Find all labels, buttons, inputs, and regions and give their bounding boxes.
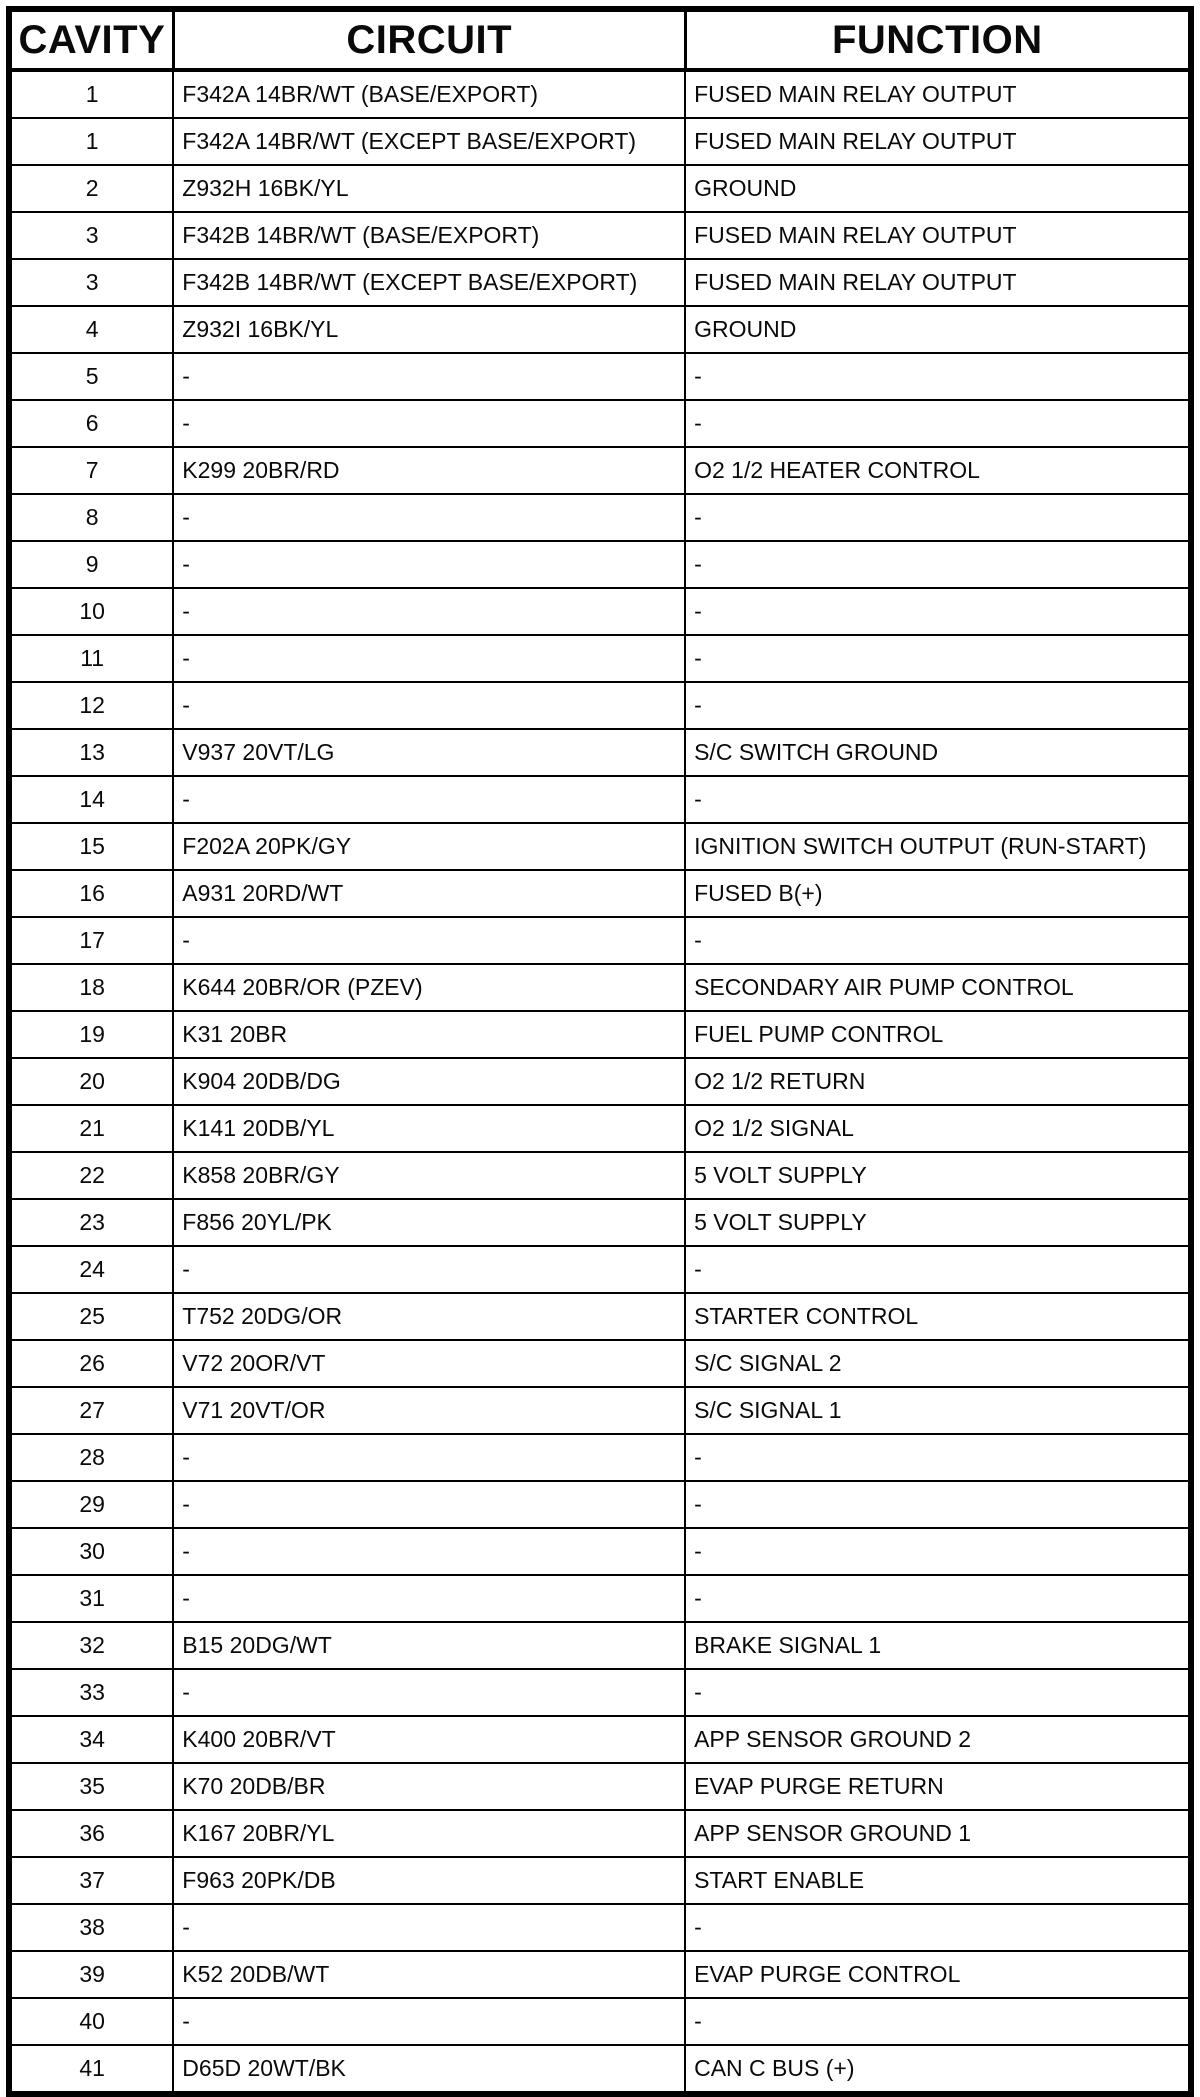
function-cell: EVAP PURGE RETURN (685, 1763, 1191, 1810)
cavity-cell: 8 (9, 494, 173, 541)
table-row (9, 1434, 1191, 1481)
circuit-cell: K400 20BR/VT (173, 1716, 685, 1763)
cavity-cell: 14 (9, 776, 173, 823)
cavity-cell: 23 (9, 1199, 173, 1246)
function-cell: STARTER CONTROL (685, 1293, 1191, 1340)
cavity-cell: 1 (9, 70, 173, 118)
cavity-cell: 34 (9, 1716, 173, 1763)
circuit-cell: K141 20DB/YL (173, 1105, 685, 1152)
table-row (9, 1152, 1191, 1199)
table-row (9, 870, 1191, 917)
circuit-cell: - (173, 1998, 685, 2045)
function-cell: - (685, 776, 1191, 823)
table-row (9, 776, 1191, 823)
function-cell: - (685, 588, 1191, 635)
table-row (9, 588, 1191, 635)
circuit-cell: K70 20DB/BR (173, 1763, 685, 1810)
table-row (9, 212, 1191, 259)
function-cell: - (685, 682, 1191, 729)
table-row (9, 165, 1191, 212)
circuit-cell: Z932I 16BK/YL (173, 306, 685, 353)
column-header-circuit: CIRCUIT (173, 9, 685, 70)
circuit-cell: - (173, 1246, 685, 1293)
function-cell: START ENABLE (685, 1857, 1191, 1904)
table-row (9, 1669, 1191, 1716)
cavity-cell: 32 (9, 1622, 173, 1669)
circuit-cell: F342B 14BR/WT (EXCEPT BASE/EXPORT) (173, 259, 685, 306)
table-row (9, 2045, 1191, 2094)
function-cell: S/C SIGNAL 1 (685, 1387, 1191, 1434)
table-row (9, 1387, 1191, 1434)
table-row (9, 1481, 1191, 1528)
circuit-cell: - (173, 776, 685, 823)
circuit-cell: F963 20PK/DB (173, 1857, 685, 1904)
cavity-cell: 10 (9, 588, 173, 635)
function-cell: 5 VOLT SUPPLY (685, 1199, 1191, 1246)
table-row (9, 1810, 1191, 1857)
cavity-cell: 3 (9, 259, 173, 306)
cavity-cell: 40 (9, 1998, 173, 2045)
circuit-cell: B15 20DG/WT (173, 1622, 685, 1669)
function-cell: FUEL PUMP CONTROL (685, 1011, 1191, 1058)
function-cell: - (685, 1575, 1191, 1622)
circuit-cell: V72 20OR/VT (173, 1340, 685, 1387)
function-cell: APP SENSOR GROUND 1 (685, 1810, 1191, 1857)
table-row (9, 682, 1191, 729)
function-cell: FUSED MAIN RELAY OUTPUT (685, 212, 1191, 259)
function-cell: EVAP PURGE CONTROL (685, 1951, 1191, 1998)
function-cell: FUSED MAIN RELAY OUTPUT (685, 259, 1191, 306)
cavity-cell: 30 (9, 1528, 173, 1575)
cavity-cell: 13 (9, 729, 173, 776)
circuit-cell: - (173, 1575, 685, 1622)
column-header-function: FUNCTION (685, 9, 1191, 70)
cavity-cell: 6 (9, 400, 173, 447)
table-row (9, 541, 1191, 588)
cavity-cell: 20 (9, 1058, 173, 1105)
table-row (9, 1058, 1191, 1105)
circuit-cell: - (173, 1904, 685, 1951)
circuit-cell: V937 20VT/LG (173, 729, 685, 776)
circuit-cell: T752 20DG/OR (173, 1293, 685, 1340)
function-cell: - (685, 1528, 1191, 1575)
cavity-cell: 31 (9, 1575, 173, 1622)
table-row (9, 917, 1191, 964)
table-row (9, 447, 1191, 494)
circuit-cell: - (173, 353, 685, 400)
function-cell: GROUND (685, 165, 1191, 212)
circuit-cell: K52 20DB/WT (173, 1951, 685, 1998)
circuit-cell: F856 20YL/PK (173, 1199, 685, 1246)
function-cell: S/C SIGNAL 2 (685, 1340, 1191, 1387)
header-row (9, 9, 1191, 70)
function-cell: APP SENSOR GROUND 2 (685, 1716, 1191, 1763)
function-cell: - (685, 353, 1191, 400)
function-cell: O2 1/2 RETURN (685, 1058, 1191, 1105)
circuit-cell: F342A 14BR/WT (BASE/EXPORT) (173, 70, 685, 118)
table-row (9, 353, 1191, 400)
function-cell: FUSED MAIN RELAY OUTPUT (685, 70, 1191, 118)
function-cell: GROUND (685, 306, 1191, 353)
function-cell: - (685, 1904, 1191, 1951)
cavity-cell: 28 (9, 1434, 173, 1481)
cavity-cell: 17 (9, 917, 173, 964)
function-cell: IGNITION SWITCH OUTPUT (RUN-START) (685, 823, 1191, 870)
circuit-cell: - (173, 1434, 685, 1481)
circuit-cell: F342A 14BR/WT (EXCEPT BASE/EXPORT) (173, 118, 685, 165)
cavity-cell: 7 (9, 447, 173, 494)
circuit-cell: A931 20RD/WT (173, 870, 685, 917)
cavity-cell: 22 (9, 1152, 173, 1199)
table-row (9, 1951, 1191, 1998)
cavity-cell: 29 (9, 1481, 173, 1528)
function-cell: 5 VOLT SUPPLY (685, 1152, 1191, 1199)
function-cell: - (685, 1481, 1191, 1528)
circuit-cell: F342B 14BR/WT (BASE/EXPORT) (173, 212, 685, 259)
table-row (9, 1105, 1191, 1152)
function-cell: BRAKE SIGNAL 1 (685, 1622, 1191, 1669)
table-row (9, 1293, 1191, 1340)
cavity-cell: 24 (9, 1246, 173, 1293)
circuit-cell: - (173, 588, 685, 635)
table-row (9, 400, 1191, 447)
cavity-cell: 38 (9, 1904, 173, 1951)
cavity-cell: 39 (9, 1951, 173, 1998)
table-row (9, 306, 1191, 353)
circuit-cell: - (173, 494, 685, 541)
table-row (9, 259, 1191, 306)
table-row (9, 1575, 1191, 1622)
function-cell: - (685, 541, 1191, 588)
function-cell: - (685, 494, 1191, 541)
circuit-cell: - (173, 1528, 685, 1575)
cavity-cell: 27 (9, 1387, 173, 1434)
circuit-cell: Z932H 16BK/YL (173, 165, 685, 212)
cavity-cell: 25 (9, 1293, 173, 1340)
function-cell: SECONDARY AIR PUMP CONTROL (685, 964, 1191, 1011)
table-row (9, 1998, 1191, 2045)
table-row (9, 1716, 1191, 1763)
function-cell: O2 1/2 HEATER CONTROL (685, 447, 1191, 494)
circuit-cell: K167 20BR/YL (173, 1810, 685, 1857)
table-header (9, 9, 1191, 70)
table-row (9, 1528, 1191, 1575)
circuit-cell: F202A 20PK/GY (173, 823, 685, 870)
table-row (9, 1763, 1191, 1810)
function-cell: FUSED MAIN RELAY OUTPUT (685, 118, 1191, 165)
cavity-cell: 4 (9, 306, 173, 353)
function-cell: - (685, 1246, 1191, 1293)
cavity-cell: 21 (9, 1105, 173, 1152)
cavity-cell: 26 (9, 1340, 173, 1387)
function-cell: O2 1/2 SIGNAL (685, 1105, 1191, 1152)
cavity-cell: 16 (9, 870, 173, 917)
cavity-cell: 35 (9, 1763, 173, 1810)
table-body (9, 70, 1191, 2094)
circuit-cell: - (173, 541, 685, 588)
circuit-cell: - (173, 400, 685, 447)
table-row (9, 823, 1191, 870)
cavity-cell: 3 (9, 212, 173, 259)
table-row (9, 1199, 1191, 1246)
table-row (9, 964, 1191, 1011)
table-row (9, 1622, 1191, 1669)
circuit-cell: D65D 20WT/BK (173, 2045, 685, 2094)
cavity-cell: 37 (9, 1857, 173, 1904)
cavity-cell: 11 (9, 635, 173, 682)
circuit-cell: K644 20BR/OR (PZEV) (173, 964, 685, 1011)
cavity-cell: 2 (9, 165, 173, 212)
circuit-cell: K31 20BR (173, 1011, 685, 1058)
cavity-cell: 12 (9, 682, 173, 729)
circuit-cell: - (173, 1481, 685, 1528)
cavity-cell: 5 (9, 353, 173, 400)
circuit-cell: - (173, 917, 685, 964)
table-row (9, 635, 1191, 682)
function-cell: - (685, 1434, 1191, 1481)
function-cell: - (685, 635, 1191, 682)
table-row (9, 1011, 1191, 1058)
connector-pinout-table (6, 6, 1194, 2097)
circuit-cell: K904 20DB/DG (173, 1058, 685, 1105)
table-row (9, 1904, 1191, 1951)
circuit-cell: - (173, 1669, 685, 1716)
function-cell: - (685, 917, 1191, 964)
circuit-cell: V71 20VT/OR (173, 1387, 685, 1434)
cavity-cell: 1 (9, 118, 173, 165)
function-cell: S/C SWITCH GROUND (685, 729, 1191, 776)
table-row (9, 729, 1191, 776)
cavity-cell: 15 (9, 823, 173, 870)
table-row (9, 1857, 1191, 1904)
table-row (9, 118, 1191, 165)
function-cell: FUSED B(+) (685, 870, 1191, 917)
function-cell: CAN C BUS (+) (685, 2045, 1191, 2094)
function-cell: - (685, 1669, 1191, 1716)
circuit-cell: - (173, 682, 685, 729)
cavity-cell: 33 (9, 1669, 173, 1716)
function-cell: - (685, 1998, 1191, 2045)
table-row (9, 1340, 1191, 1387)
cavity-cell: 36 (9, 1810, 173, 1857)
cavity-cell: 9 (9, 541, 173, 588)
function-cell: - (685, 400, 1191, 447)
cavity-cell: 19 (9, 1011, 173, 1058)
table-row (9, 494, 1191, 541)
table-row (9, 70, 1191, 118)
cavity-cell: 18 (9, 964, 173, 1011)
circuit-cell: K858 20BR/GY (173, 1152, 685, 1199)
circuit-cell: K299 20BR/RD (173, 447, 685, 494)
column-header-cavity: CAVITY (9, 9, 173, 70)
table-row (9, 1246, 1191, 1293)
cavity-cell: 41 (9, 2045, 173, 2094)
circuit-cell: - (173, 635, 685, 682)
